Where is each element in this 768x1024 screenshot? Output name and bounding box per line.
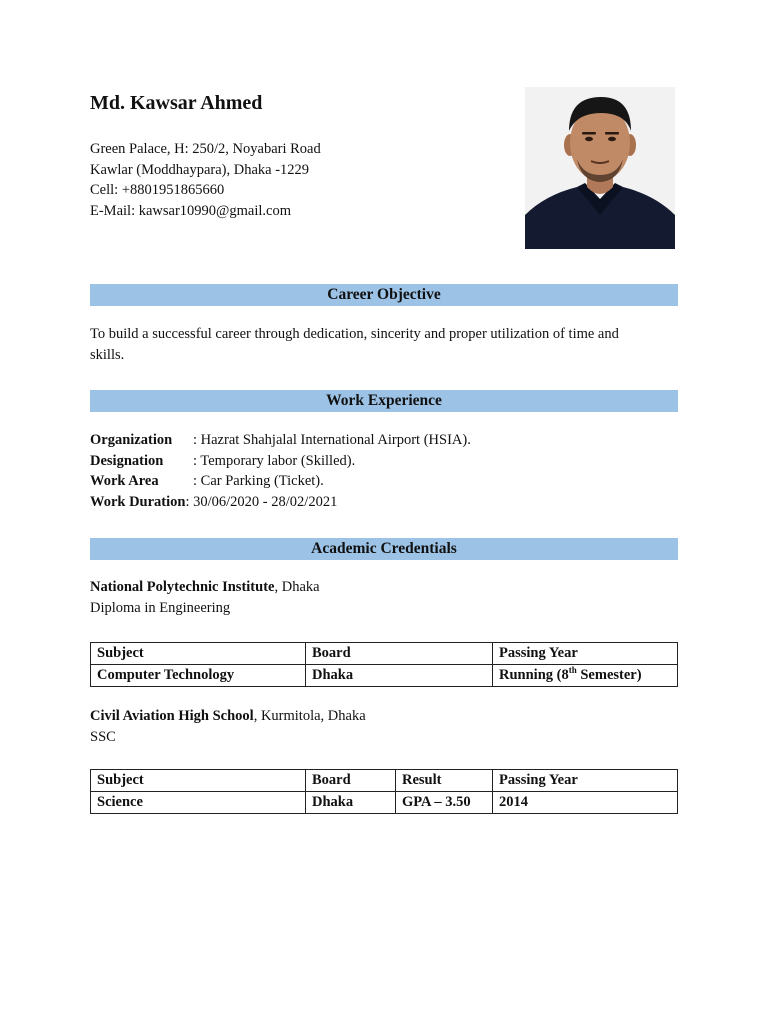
ssc-institute-location: , Kurmitola, Dhaka (253, 708, 366, 724)
work-experience-block (90, 430, 471, 512)
table-header-cell: Board (306, 643, 493, 665)
diploma-table (90, 642, 678, 687)
designation-value: : Temporary labor (Skilled). (193, 452, 356, 469)
work-duration-label: Work Duration (90, 493, 186, 510)
table-cell: Science (91, 792, 306, 814)
table-header-cell: Passing Year (493, 770, 678, 792)
table-header-row (91, 770, 678, 792)
diploma-institute-location: , Dhaka (274, 579, 320, 595)
work-area-label: Work Area (90, 473, 159, 489)
table-cell: GPA – 3.50 (396, 792, 493, 814)
work-organization-row (90, 430, 471, 451)
organization-label: Organization (90, 432, 173, 448)
designation-label: Designation (90, 452, 164, 469)
work-area-value: : Car Parking (Ticket). (193, 473, 324, 489)
candidate-name: Md. Kawsar Ahmed (90, 92, 263, 114)
ssc-institute-name: Civil Aviation High School (90, 708, 254, 724)
table-header-cell: Board (306, 770, 396, 792)
diploma-institute-block (90, 577, 320, 618)
section-header-academic-credentials: Academic Credentials (90, 538, 678, 560)
work-area-row (90, 471, 471, 492)
table-header-cell: Subject (91, 643, 306, 665)
diploma-institute-line (90, 577, 320, 598)
contact-block (90, 139, 321, 222)
ssc-institute-block (90, 706, 366, 747)
table-row (91, 792, 678, 814)
table-header-row (91, 643, 678, 665)
table-header-cell: Passing Year (493, 643, 678, 665)
ssc-table (90, 769, 678, 814)
ssc-institute-line (90, 706, 366, 727)
table-cell: Dhaka (306, 792, 396, 814)
section-header-work-experience: Work Experience (90, 390, 678, 412)
email-address: E-Mail: kawsar10990@gmail.com (90, 203, 292, 220)
section-header-career-objective: Career Objective (90, 284, 678, 306)
career-objective-text: To build a successful career through dedication, sincerity and proper utilization of time and skills. (90, 326, 619, 363)
profile-photo-illustration (525, 87, 675, 249)
profile-photo (525, 87, 675, 249)
passing-year-superscript: th (568, 665, 577, 676)
table-header-cell: Result (396, 770, 493, 792)
passing-year-prefix: Running (8 (499, 667, 569, 683)
table-header-cell: Subject (91, 770, 306, 792)
work-duration-value: : 30/06/2020 - 28/02/2021 (185, 493, 338, 510)
address-line-2: Kawlar (Moddhaypara), Dhaka -1229 (90, 161, 310, 178)
table-row (91, 665, 678, 687)
ssc-degree: SSC (90, 728, 116, 745)
diploma-degree: Diploma in Engineering (90, 599, 231, 616)
work-duration-row (90, 492, 471, 513)
organization-value: : Hazrat Shahjalal International Airport (HSIA). (193, 432, 471, 448)
diploma-institute-name: National Polytechnic Institute (90, 579, 275, 595)
table-cell: 2014 (493, 792, 678, 814)
work-designation-row (90, 451, 471, 472)
passing-year-suffix: Semester) (576, 667, 642, 683)
address-line-1: Green Palace, H: 250/2, Noyabari Road (90, 141, 321, 157)
cell-number: Cell: +8801951865660 (90, 182, 225, 199)
table-cell: Dhaka (306, 665, 493, 687)
table-cell (493, 665, 678, 687)
table-cell: Computer Technology (91, 665, 306, 687)
